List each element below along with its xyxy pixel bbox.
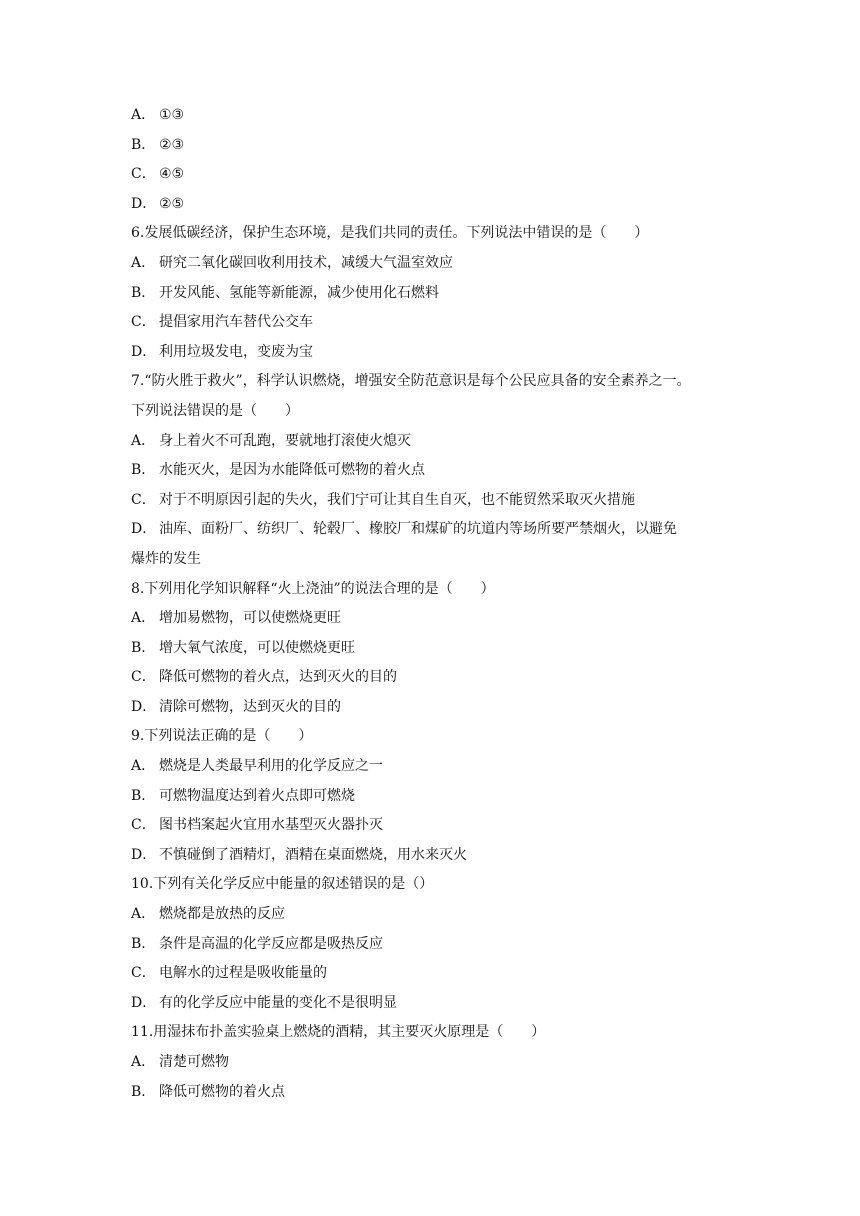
option-b: B． 开发风能、氢能等新能源，减少使用化石燃料 (131, 282, 741, 312)
option-b: B． 水能灭火，是因为水能降低可燃物的着火点 (131, 459, 741, 489)
option-text: 有的化学反应中能量的变化不是很明显 (159, 994, 397, 1011)
question-stem-continued: 下列说法错误的是（ ） (131, 402, 299, 419)
option-c: C． 提倡家用汽车替代公交车 (131, 311, 741, 341)
option-text: 清楚可燃物 (159, 1054, 229, 1070)
question-list (131, 104, 741, 1110)
option-c: C． 对于不明原因引起的失火，我们宁可让其自生自灭，也不能贸然采取灭火措施 (131, 489, 741, 519)
question-stem: 7.“防火胜于救火”，科学认识燃烧，增强安全防范意识是每个公民应具备的安全素养之一。 (131, 373, 691, 390)
option-text: 身上着火不可乱跑，要就地打滚使火熄灭 (159, 432, 411, 449)
question-stem: 6.发展低碳经济，保护生态环境，是我们共同的责任。下列说法中错误的是（ ） (131, 225, 649, 242)
option-b: B． 降低可燃物的着火点 (131, 1081, 741, 1111)
option-text: 增加易燃物，可以使燃烧更旺 (159, 610, 341, 627)
question-8 (131, 578, 741, 726)
option-text-continued: 爆炸的发生 (131, 550, 201, 567)
question-6 (131, 222, 741, 370)
option-text: 研究二氧化碳回收利用技术，减缓大气温室效应 (159, 254, 453, 271)
option-d: D． 油库、面粉厂、纺织厂、轮毂厂、橡胶厂和煤矿的坑道内等场所要严禁烟火，以避免 (131, 518, 741, 548)
question-stem: 10.下列有关化学反应中能量的叙述错误的是（） (131, 876, 434, 893)
option-text: 图书档案起火宜用水基型灭火器扑灭 (159, 817, 383, 834)
option-text: 对于不明原因引起的失火，我们宁可让其自生自灭，也不能贸然采取灭火措施 (159, 491, 635, 508)
option-c: C． 电解水的过程是吸收能量的 (131, 962, 741, 992)
option-a: A． 燃烧是人类最早利用的化学反应之一 (131, 755, 741, 785)
option-text: 水能灭火，是因为水能降低可燃物的着火点 (159, 462, 425, 479)
option-b: B． 可燃物温度达到着火点即可燃烧 (131, 785, 741, 815)
question-7 (131, 370, 741, 577)
question-10 (131, 873, 741, 1021)
option-d: D． 清除可燃物，达到灭火的目的 (131, 696, 741, 726)
option-text: 增大氧气浓度，可以使燃烧更旺 (159, 639, 355, 656)
option-b: B． 条件是高温的化学反应都是吸热反应 (131, 933, 741, 963)
option-text: ④⑤ (159, 166, 185, 183)
option-text: 降低可燃物的着火点，达到灭火的目的 (159, 669, 397, 686)
option-text: 提倡家用汽车替代公交车 (159, 314, 313, 331)
option-d: D． 利用垃圾发电，变废为宝 (131, 341, 741, 371)
option-text: 条件是高温的化学反应都是吸热反应 (159, 935, 383, 952)
question-stem: 11.用湿抹布扑盖实验桌上燃烧的酒精，其主要灭火原理是（ ） (131, 1024, 546, 1041)
option-text: 利用垃圾发电，变废为宝 (159, 343, 313, 360)
option-text: 电解水的过程是吸收能量的 (159, 965, 327, 982)
option-a: A． 燃烧都是放热的反应 (131, 903, 741, 933)
option-d: D． 不慎碰倒了酒精灯，酒精在桌面燃烧，用水来灭火 (131, 844, 741, 874)
option-d: D． ②⑤ (131, 193, 741, 223)
option-text: ①③ (159, 107, 185, 123)
option-text: 开发风能、氢能等新能源，减少使用化石燃料 (159, 284, 439, 301)
option-a: A． 清楚可燃物 (131, 1051, 741, 1081)
option-b: B． 增大氧气浓度，可以使燃烧更旺 (131, 637, 741, 667)
question-9 (131, 725, 741, 873)
option-c: C． 降低可燃物的着火点，达到灭火的目的 (131, 666, 741, 696)
option-d: D． 有的化学反应中能量的变化不是很明显 (131, 992, 741, 1022)
option-c: C． 图书档案起火宜用水基型灭火器扑灭 (131, 814, 741, 844)
option-a: A． 增加易燃物，可以使燃烧更旺 (131, 607, 741, 637)
option-c: C． ④⑤ (131, 163, 741, 193)
option-text: 可燃物温度达到着火点即可燃烧 (159, 787, 355, 804)
question-stem: 8.下列用化学知识解释“火上浇油”的说法合理的是（ ） (131, 580, 495, 597)
question-stem: 9.下列说法正确的是（ ） (131, 728, 313, 745)
question-11 (131, 1021, 741, 1110)
option-text: 不慎碰倒了酒精灯，酒精在桌面燃烧，用水来灭火 (159, 846, 467, 863)
option-a: A． 身上着火不可乱跑，要就地打滚使火熄灭 (131, 430, 741, 460)
option-text: 降低可燃物的着火点 (159, 1083, 285, 1100)
question-5-options (131, 104, 741, 222)
option-b: B． ②③ (131, 134, 741, 164)
option-a: A． ①③ (131, 104, 741, 134)
option-text: 清除可燃物，达到灭火的目的 (159, 698, 341, 715)
option-a: A． 研究二氧化碳回收利用技术，减缓大气温室效应 (131, 252, 741, 282)
option-text: 燃烧是人类最早利用的化学反应之一 (159, 758, 383, 775)
option-text: 燃烧都是放热的反应 (159, 906, 285, 923)
option-text: ②⑤ (159, 195, 185, 212)
option-text: ②③ (159, 136, 185, 153)
option-text: 油库、面粉厂、纺织厂、轮毂厂、橡胶厂和煤矿的坑道内等场所要严禁烟火，以避免 (159, 521, 677, 538)
